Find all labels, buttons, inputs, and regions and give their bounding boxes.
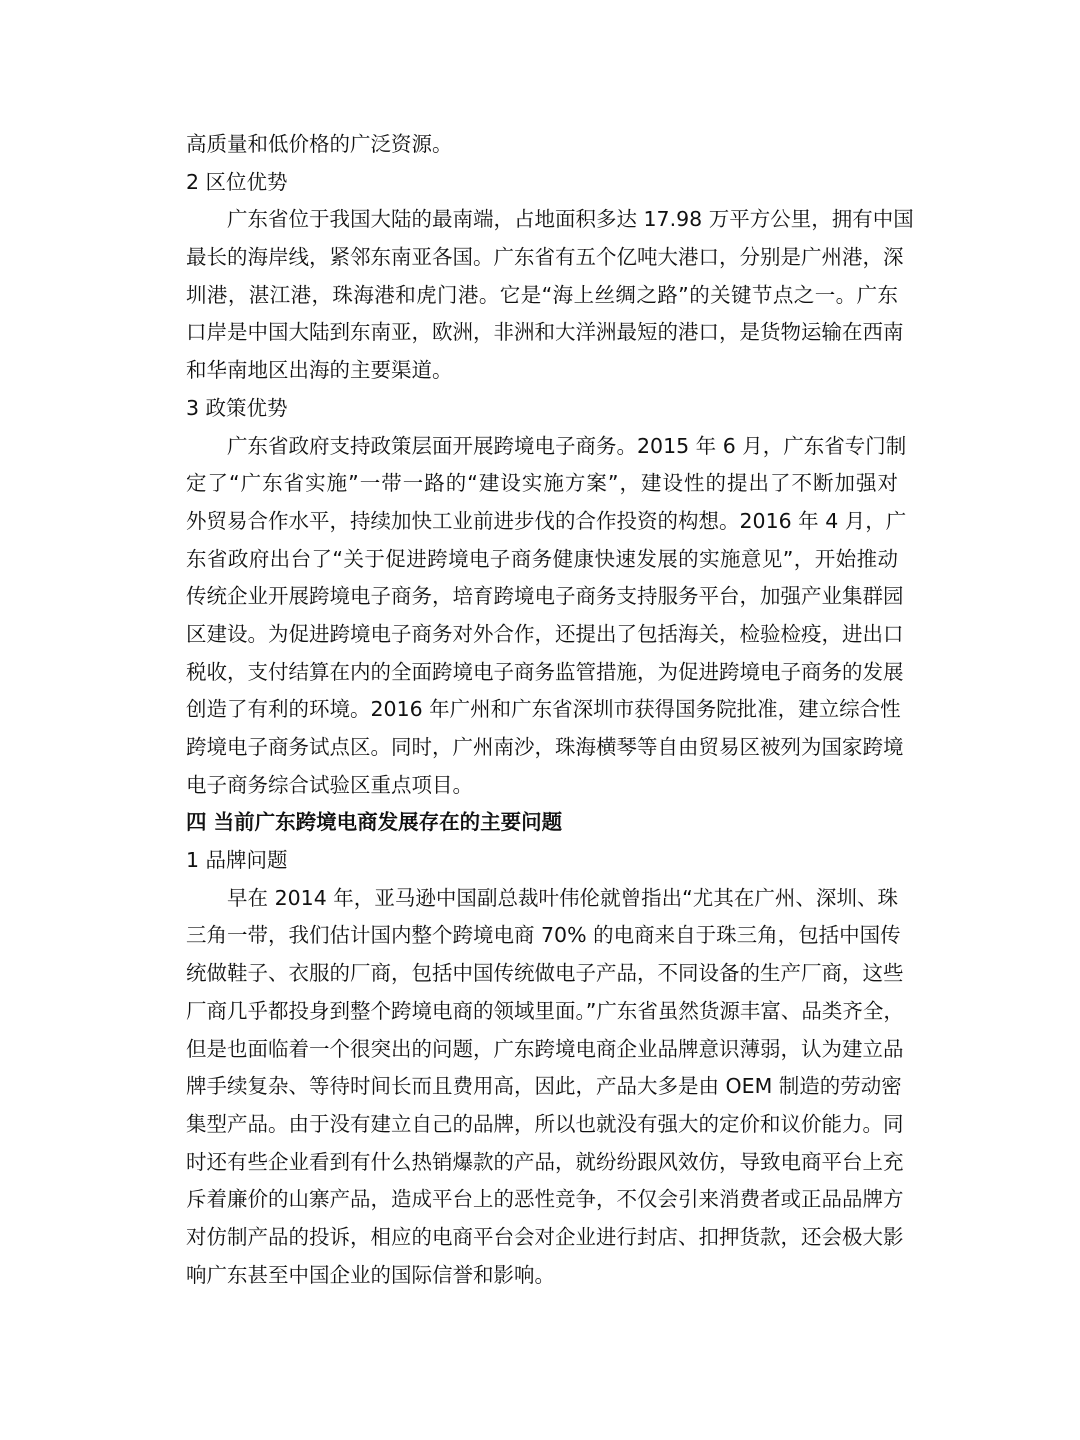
section-heading-policy: 3 政策优势: [186, 395, 288, 420]
continuation-text: 高质量和低价格的广泛资源。: [186, 132, 453, 156]
paragraph-line: 口岸是中国大陆到东南亚，欧洲，非洲和大洋洲最短的港口，是货物运输在西南: [186, 320, 904, 345]
paragraph-line: 牌手续复杂、等待时间长而且费用高，因此，产品大多是由 OEM 制造的劳动密: [186, 1074, 902, 1099]
paragraph-line: 集型产品。由于没有建立自己的品牌，所以也就没有强大的定价和议价能力。同: [186, 1111, 904, 1136]
chapter-heading: 四 当前广东跨境电商发展存在的主要问题: [186, 810, 563, 835]
section-heading-location: 2 区位优势: [186, 169, 288, 194]
paragraph-line: 但是也面临着一个很突出的问题，广东跨境电商企业品牌意识薄弱，认为建立品: [186, 1036, 904, 1061]
paragraph-line: 三角一带，我们估计国内整个跨境电商 70% 的电商来自于珠三角，包括中国传: [186, 923, 901, 948]
paragraph-line: 圳港，湛江港，珠海港和虎门港。它是“海上丝绸之路”的关键节点之一。广东: [186, 282, 898, 307]
paragraph-line: 广东省政府支持政策层面开展跨境电子商务。2015 年 6 月，广东省专门制: [227, 433, 907, 458]
section-heading-brand: 1 品牌问题: [186, 848, 288, 873]
paragraph-line: 传统企业开展跨境电子商务，培育跨境电子商务支持服务平台，加强产业集群园: [186, 584, 904, 609]
paragraph-policy: [186, 428, 907, 805]
paragraph-line: 创造了有利的环境。2016 年广州和广东省深圳市获得国务院批准，建立综合性: [186, 697, 901, 722]
paragraph-line: 区建设。为促进跨境电子商务对外合作，还提出了包括海关，检验检疫，进出口: [186, 621, 904, 646]
paragraph-line: 税收，支付结算在内的全面跨境电子商务监管措施，为促进跨境电子商务的发展: [186, 659, 904, 684]
paragraph-line: 厂商几乎都投身到整个跨境电商的领域里面。”广东省虽然货源丰富、品类齐全，: [186, 998, 904, 1023]
document-page: [186, 126, 914, 1294]
paragraph-line: 响广东甚至中国企业的国际信誉和影响。: [186, 1262, 555, 1287]
paragraph-line: 最长的海岸线，紧邻东南亚各国。广东省有五个亿吨大港口，分别是广州港，深: [186, 245, 904, 270]
paragraph-line: 外贸易合作水平，持续加快工业前进步伐的合作投资的构想。2016 年 4 月，广: [186, 508, 907, 533]
paragraph-line: 斥着廉价的山寨产品，造成平台上的恶性竞争，不仅会引来消费者或正品品牌方: [186, 1187, 904, 1212]
paragraph-brand: [186, 880, 904, 1295]
paragraph-line: 跨境电子商务试点区。同时，广州南沙，珠海横琴等自由贸易区被列为国家跨境: [186, 735, 904, 759]
paragraph-line: 早在 2014 年，亚马逊中国副总裁叶伟伦就曾指出“尤其在广州、深圳、珠: [227, 885, 898, 910]
paragraph-line: 东省政府出台了“关于促进跨境电子商务健康快速发展的实施意见”，开始推动: [186, 546, 898, 571]
paragraph-line: 定了“广东省实施”一带一路的“建设实施方案”，建设性的提出了不断加强对: [186, 471, 898, 496]
paragraph-line: 统做鞋子、衣服的厂商，包括中国传统做电子产品，不同设备的生产厂商，这些: [186, 961, 904, 986]
paragraph-location: [186, 201, 914, 389]
paragraph-line: 和华南地区出海的主要渠道。: [186, 358, 453, 383]
paragraph-line: 对仿制产品的投诉，相应的电商平台会对企业进行封店、扣押货款，还会极大影: [186, 1224, 904, 1249]
paragraph-line: 电子商务综合试验区重点项目。: [186, 772, 473, 797]
paragraph-line: 时还有些企业看到有什么热销爆款的产品，就纷纷跟风效仿，导致电商平台上充: [186, 1149, 904, 1174]
paragraph-line: 广东省位于我国大陆的最南端，占地面积多达 17.98 万平方公里，拥有中国: [227, 207, 914, 232]
